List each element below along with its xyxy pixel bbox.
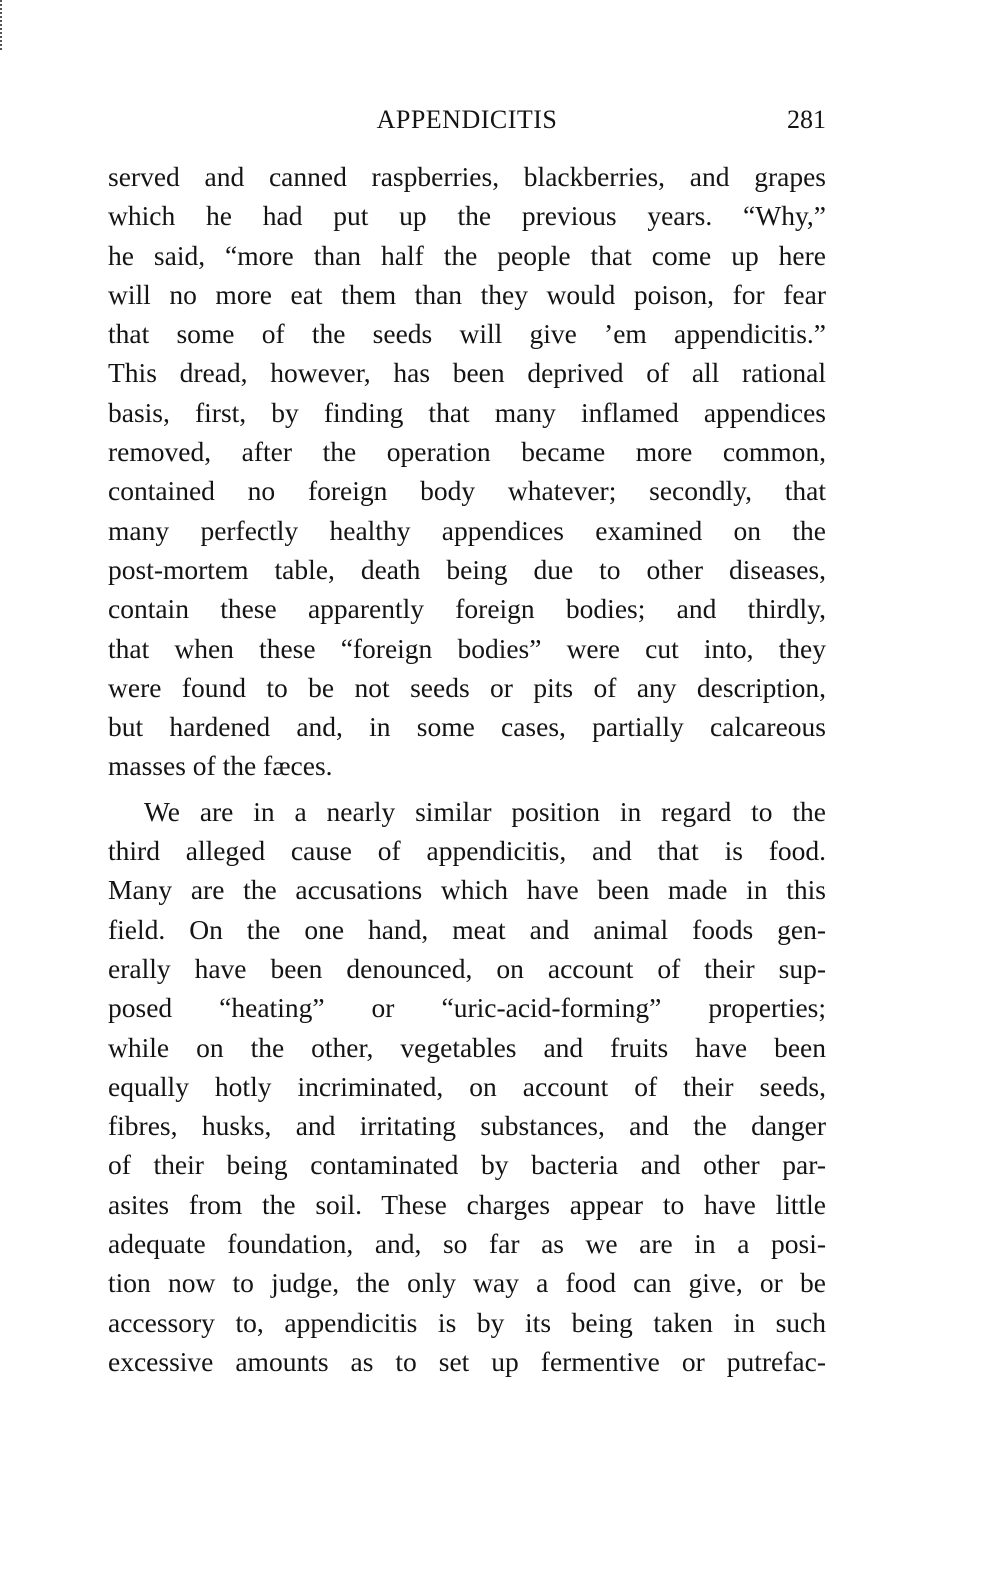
- text-line: contained no foreign body whatever; secondly, that: [108, 475, 826, 507]
- scan-edge-marks: [0, 0, 5, 50]
- paragraph-2: [108, 792, 826, 1381]
- text-line: basis, first, by finding that many inflamed appendices: [108, 396, 826, 428]
- page-number: 281: [787, 105, 826, 134]
- text-line: will no more eat them than they would poison, for fear: [108, 278, 826, 310]
- text-line: masses of the fæces.: [108, 750, 333, 782]
- text-line: but hardened and, in some cases, partially calcareous: [108, 711, 826, 743]
- text-line: accessory to, appendicitis is by its being taken in such: [108, 1306, 826, 1338]
- text-line: erally have been denounced, on account of their sup-: [108, 952, 826, 984]
- text-line: that when these “foreign bodies” were cut into, they: [108, 632, 826, 664]
- text-line: which he had put up the previous years. “Why,”: [108, 200, 826, 232]
- text-line: field. On the one hand, meat and animal foods gen-: [108, 913, 826, 945]
- text-line: We are in a nearly similar position in regard to the: [144, 795, 826, 827]
- running-title: APPENDICITIS: [376, 105, 558, 134]
- text-line: Many are the accusations which have been made in this: [108, 874, 826, 906]
- text-line: while on the other, vegetables and fruits have been: [108, 1031, 826, 1063]
- text-line: asites from the soil. These charges appear to have little: [108, 1188, 826, 1220]
- running-head: [108, 100, 826, 140]
- text-line: posed “heating” or “uric-acid-forming” properties;: [108, 992, 826, 1024]
- text-line: tion now to judge, the only way a food can give, or be: [108, 1267, 826, 1299]
- text-line: served and canned raspberries, blackberries, and grapes: [108, 161, 826, 192]
- text-line: contain these apparently foreign bodies; and thirdly,: [108, 593, 826, 625]
- text-line: fibres, husks, and irritating substances, and the danger: [108, 1110, 826, 1142]
- text-line: equally hotly incriminated, on account of their seeds,: [108, 1070, 826, 1102]
- text-line: post-mortem table, death being due to other diseases,: [108, 553, 826, 585]
- text-line: excessive amounts as to set up fermentive or putrefac-: [108, 1345, 826, 1377]
- paragraph-1: [108, 157, 826, 786]
- text-line: removed, after the operation became more common,: [108, 436, 826, 468]
- text-line: This dread, however, has been deprived of all rational: [108, 357, 826, 389]
- text-line: he said, “more than half the people that come up here: [108, 239, 826, 271]
- text-line: third alleged cause of appendicitis, and that is food.: [108, 835, 826, 867]
- text-line: of their being contaminated by bacteria and other par-: [108, 1149, 826, 1181]
- text-line: that some of the seeds will give ’em appendicitis.”: [108, 318, 826, 350]
- text-line: adequate foundation, and, so far as we are in a posi-: [108, 1228, 826, 1260]
- text-line: many perfectly healthy appendices examined on the: [108, 514, 826, 546]
- text-line: were found to be not seeds or pits of any description,: [108, 671, 826, 703]
- body-text: [108, 157, 826, 1381]
